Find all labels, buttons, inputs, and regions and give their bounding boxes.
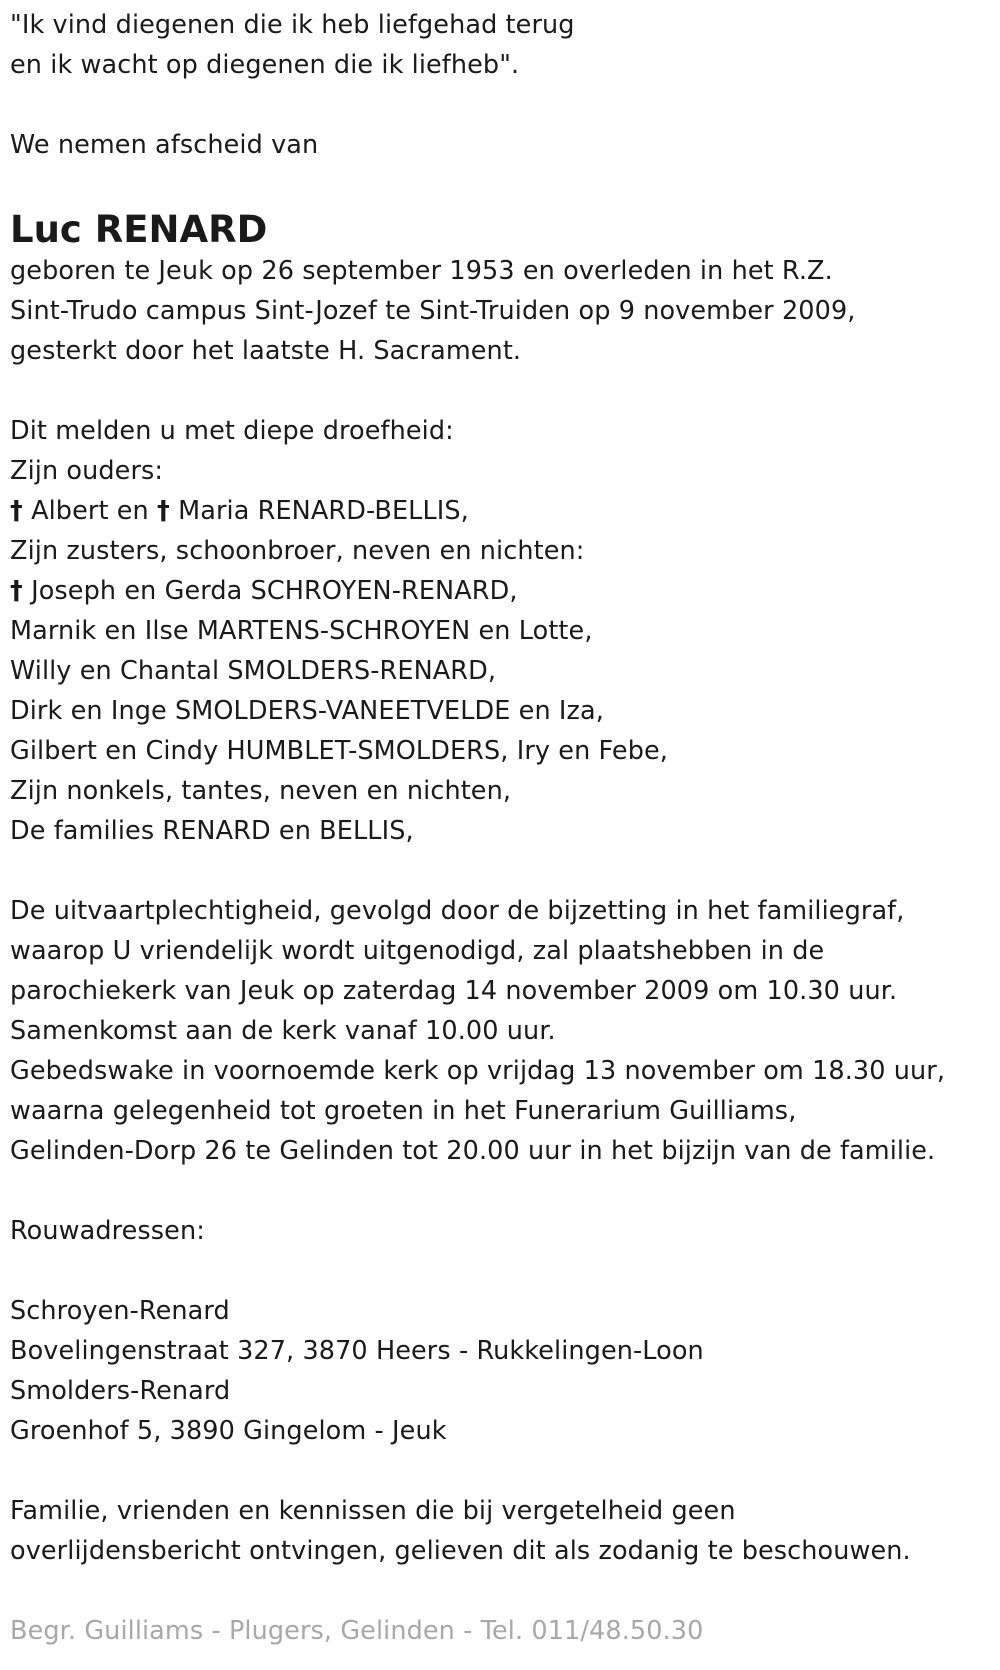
family-line: Zijn nonkels, tantes, neven en nichten, bbox=[10, 776, 512, 806]
address-line: Bovelingenstraat 327, 3870 Heers - Rukkelingen-Loon bbox=[10, 1336, 704, 1366]
spacer bbox=[10, 1171, 990, 1211]
family-line: Gilbert en Cindy HUMBLET-SMOLDERS, Iry en Febe, bbox=[10, 736, 669, 766]
mother-name: Maria RENARD-BELLIS, bbox=[178, 496, 469, 526]
deceased-name: Luc RENARD bbox=[10, 208, 268, 251]
spacer bbox=[10, 371, 990, 411]
spacer bbox=[10, 1251, 990, 1291]
spacer bbox=[10, 85, 990, 125]
ceremony-line: Gebedswake in voornoemde kerk op vrijdag 13 november om 18.30 uur, bbox=[10, 1056, 946, 1086]
address-line: Smolders-Renard bbox=[10, 1376, 231, 1406]
addresses-label: Rouwadressen: bbox=[10, 1216, 205, 1246]
funeral-home-footer: Begr. Guilliams - Plugers, Gelinden - Tel. 011/48.50.30 bbox=[10, 1616, 704, 1646]
family-line: Dirk en Inge SMOLDERS-VANEETVELDE en Iza, bbox=[10, 696, 604, 726]
father-name: Albert en bbox=[31, 496, 149, 526]
address-line: Schroyen-Renard bbox=[10, 1296, 230, 1326]
ceremony-line: Gelinden-Dorp 26 te Gelinden tot 20.00 uur in het bijzijn van de familie. bbox=[10, 1136, 936, 1166]
parents-label: Zijn ouders: bbox=[10, 456, 164, 486]
obituary-notice bbox=[10, 0, 990, 1651]
spacer bbox=[10, 165, 990, 205]
cross-icon: † bbox=[10, 496, 23, 526]
family-line: Marnik en Ilse MARTENS-SCHROYEN en Lotte, bbox=[10, 616, 593, 646]
sibling-names: Joseph en Gerda SCHROYEN-RENARD, bbox=[31, 576, 518, 606]
notice-line: Familie, vrienden en kennissen die bij vergetelheid geen bbox=[10, 1496, 736, 1526]
bio-line-1: geboren te Jeuk op 26 september 1953 en overleden in het R.Z. bbox=[10, 256, 833, 286]
notice-line: overlijdensbericht ontvingen, gelieven dit als zodanig te beschouwen. bbox=[10, 1536, 911, 1566]
quote-line-2: en ik wacht op diegenen die ik liefheb". bbox=[10, 50, 520, 80]
cross-icon: † bbox=[157, 496, 170, 526]
ceremony-line: waarna gelegenheid tot groeten in het Funerarium Guilliams, bbox=[10, 1096, 797, 1126]
parents-line bbox=[10, 491, 990, 531]
ceremony-line: waarop U vriendelijk wordt uitgenodigd, zal plaatshebben in de bbox=[10, 936, 825, 966]
spacer bbox=[10, 1571, 990, 1611]
siblings-label: Zijn zusters, schoonbroer, neven en nichten: bbox=[10, 536, 585, 566]
ceremony-line: parochiekerk van Jeuk op zaterdag 14 november 2009 om 10.30 uur. bbox=[10, 976, 898, 1006]
family-line: De families RENARD en BELLIS, bbox=[10, 816, 414, 846]
cross-icon: † bbox=[10, 576, 23, 606]
spacer bbox=[10, 1451, 990, 1491]
announce-text: Dit melden u met diepe droefheid: bbox=[10, 416, 454, 446]
ceremony-line: Samenkomst aan de kerk vanaf 10.00 uur. bbox=[10, 1016, 556, 1046]
bio-line-2: Sint-Trudo campus Sint-Jozef te Sint-Truiden op 9 november 2009, bbox=[10, 296, 856, 326]
quote-line-1: "Ik vind diegenen die ik heb liefgehad terug bbox=[10, 10, 575, 40]
spacer bbox=[10, 851, 990, 891]
family-line: Willy en Chantal SMOLDERS-RENARD, bbox=[10, 656, 497, 686]
address-line: Groenhof 5, 3890 Gingelom - Jeuk bbox=[10, 1416, 447, 1446]
bio-line-3: gesterkt door het laatste H. Sacrament. bbox=[10, 336, 522, 366]
intro-text: We nemen afscheid van bbox=[10, 130, 319, 160]
sibling-line-1 bbox=[10, 571, 990, 611]
ceremony-line: De uitvaartplechtigheid, gevolgd door de bijzetting in het familiegraf, bbox=[10, 896, 905, 926]
